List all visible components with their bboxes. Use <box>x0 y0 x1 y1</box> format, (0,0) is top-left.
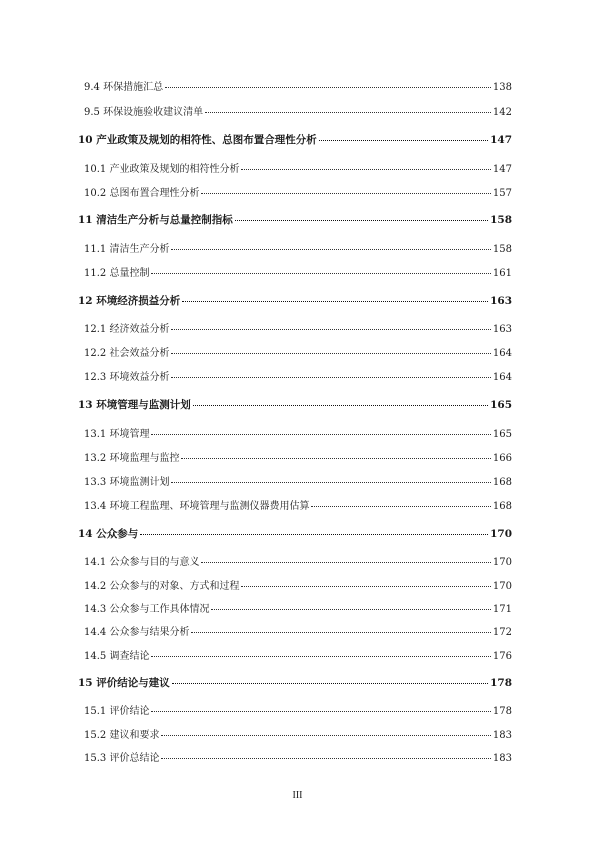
toc-entry-page: 163 <box>492 324 512 335</box>
toc-leader-dots <box>181 447 490 459</box>
toc-entry-title: 14.3 公众参与工作具体情况 <box>84 604 210 615</box>
toc-entry-page: 168 <box>492 501 512 512</box>
toc-leader-dots <box>171 238 490 250</box>
toc-leader-dots <box>171 318 490 330</box>
toc-entry-title: 15.2 建议和要求 <box>84 730 160 741</box>
toc-section-entry[interactable] <box>78 184 512 199</box>
toc-entry-title: 11.2 总量控制 <box>84 268 150 279</box>
toc-entry-title: 14.2 公众参与的对象、方式和过程 <box>84 581 240 592</box>
toc-entry-title: 13 环境管理与监测计划 <box>78 399 191 411</box>
toc-entry-title: 13.3 环境监测计划 <box>84 477 170 488</box>
toc-entry-title: 12 环境经济损益分析 <box>78 295 181 307</box>
toc-entry-title: 15 评价结论与建议 <box>78 677 170 689</box>
toc-entry-title: 12.3 环境效益分析 <box>84 372 170 383</box>
toc-chapter-entry[interactable] <box>78 292 512 308</box>
toc-leader-dots <box>201 551 490 563</box>
toc-section-entry[interactable] <box>78 103 512 118</box>
toc-section-entry[interactable] <box>78 726 512 741</box>
toc-entry-title: 10.2 总图布置合理性分析 <box>84 188 200 199</box>
toc-entry-page: 164 <box>492 372 512 383</box>
toc-leader-dots <box>161 724 490 736</box>
toc-leader-dots <box>165 76 491 88</box>
page-number: III <box>292 790 303 801</box>
toc-entry-page: 165 <box>492 429 512 440</box>
toc-entry-page: 147 <box>492 164 512 175</box>
toc-leader-dots <box>319 129 488 141</box>
toc-section-entry[interactable] <box>78 497 512 512</box>
toc-entry-page: 147 <box>490 134 512 146</box>
toc-leader-dots <box>241 575 490 587</box>
toc-leader-dots <box>171 342 490 354</box>
toc-entry-title: 13.2 环境监理与监控 <box>84 453 180 464</box>
toc-entry-title: 12.2 社会效益分析 <box>84 348 170 359</box>
toc-entry-title: 9.5 环保设施验收建议清单 <box>84 107 204 118</box>
toc-section-entry[interactable] <box>78 160 512 175</box>
toc-section-entry[interactable] <box>78 623 512 638</box>
toc-leader-dots <box>161 747 490 759</box>
toc-section-entry[interactable] <box>78 647 512 662</box>
toc-leader-dots <box>171 366 490 378</box>
toc-entry-page: 163 <box>490 295 512 307</box>
toc-entry-page: 165 <box>490 399 512 411</box>
toc-entry-title: 12.1 经济效益分析 <box>84 324 170 335</box>
toc-entry-title: 14.5 调查结论 <box>84 651 150 662</box>
toc-entry-page: 171 <box>492 604 512 615</box>
toc-section-entry[interactable] <box>78 78 512 93</box>
toc-section-entry[interactable] <box>78 600 512 615</box>
toc-section-entry[interactable] <box>78 702 512 717</box>
toc-section-entry[interactable] <box>78 749 512 764</box>
toc-section-entry[interactable] <box>78 577 512 592</box>
toc-entry-page: 142 <box>492 107 512 118</box>
toc-entry-title: 13.4 环境工程监理、环境管理与监测仪器费用估算 <box>84 501 310 512</box>
toc-entry-page: 166 <box>492 453 512 464</box>
toc-chapter-entry[interactable] <box>78 525 512 541</box>
toc-chapter-entry[interactable] <box>78 211 512 227</box>
toc-entry-page: 161 <box>492 268 512 279</box>
toc-leader-dots <box>205 101 491 113</box>
toc-entry-page: 168 <box>492 477 512 488</box>
toc-section-entry[interactable] <box>78 368 512 383</box>
toc-entry-title: 14 公众参与 <box>78 528 139 540</box>
toc-entry-page: 172 <box>492 627 512 638</box>
toc-entry-page: 157 <box>492 188 512 199</box>
toc-entry-title: 10 产业政策及规划的相符性、总图布置合理性分析 <box>78 134 317 146</box>
toc-section-entry[interactable] <box>78 320 512 335</box>
toc-section-entry[interactable] <box>78 473 512 488</box>
toc-leader-dots <box>211 598 490 610</box>
toc-entry-page: 158 <box>490 214 512 226</box>
toc-entry-title: 14.4 公众参与结果分析 <box>84 627 190 638</box>
toc-section-entry[interactable] <box>78 344 512 359</box>
toc-section-entry[interactable] <box>78 449 512 464</box>
toc-entry-title: 9.4 环保措施汇总 <box>84 82 164 93</box>
toc-chapter-entry[interactable] <box>78 131 512 147</box>
toc-leader-dots <box>151 423 490 435</box>
toc-leader-dots <box>235 209 488 221</box>
toc-chapter-entry[interactable] <box>78 674 512 690</box>
toc-chapter-entry[interactable] <box>78 396 512 412</box>
toc-entry-page: 138 <box>492 82 512 93</box>
toc-entry-title: 15.3 评价总结论 <box>84 753 160 764</box>
toc-entry-title: 14.1 公众参与目的与意义 <box>84 557 200 568</box>
toc-entry-page: 178 <box>490 677 512 689</box>
toc-section-entry[interactable] <box>78 553 512 568</box>
toc-section-entry[interactable] <box>78 240 512 255</box>
toc-section-entry[interactable] <box>78 264 512 279</box>
toc-leader-dots <box>172 672 488 684</box>
toc-entry-page: 170 <box>492 557 512 568</box>
toc-entry-page: 183 <box>492 753 512 764</box>
toc-entry-page: 170 <box>490 528 512 540</box>
toc-section-entry[interactable] <box>78 425 512 440</box>
toc-leader-dots <box>241 158 490 170</box>
toc-entry-title: 13.1 环境管理 <box>84 429 150 440</box>
toc-entry-page: 176 <box>492 651 512 662</box>
toc-leader-dots <box>171 471 490 483</box>
toc-leader-dots <box>151 700 490 712</box>
toc-leader-dots <box>311 495 490 507</box>
toc-entry-title: 11.1 清洁生产分析 <box>84 244 170 255</box>
toc-entry-page: 178 <box>492 706 512 717</box>
toc-entry-title: 11 清洁生产分析与总量控制指标 <box>78 214 233 226</box>
toc-entry-page: 170 <box>492 581 512 592</box>
toc-leader-dots <box>151 645 490 657</box>
toc-leader-dots <box>201 182 490 194</box>
toc-entry-page: 164 <box>492 348 512 359</box>
toc-leader-dots <box>193 394 488 406</box>
toc-leader-dots <box>191 621 490 633</box>
toc-entry-title: 10.1 产业政策及规划的相符性分析 <box>84 164 240 175</box>
toc-entry-title: 15.1 评价结论 <box>84 706 150 717</box>
toc-leader-dots <box>151 262 490 274</box>
toc-leader-dots <box>182 290 488 302</box>
toc-entry-page: 158 <box>492 244 512 255</box>
toc-leader-dots <box>140 523 488 535</box>
toc-entry-page: 183 <box>492 730 512 741</box>
